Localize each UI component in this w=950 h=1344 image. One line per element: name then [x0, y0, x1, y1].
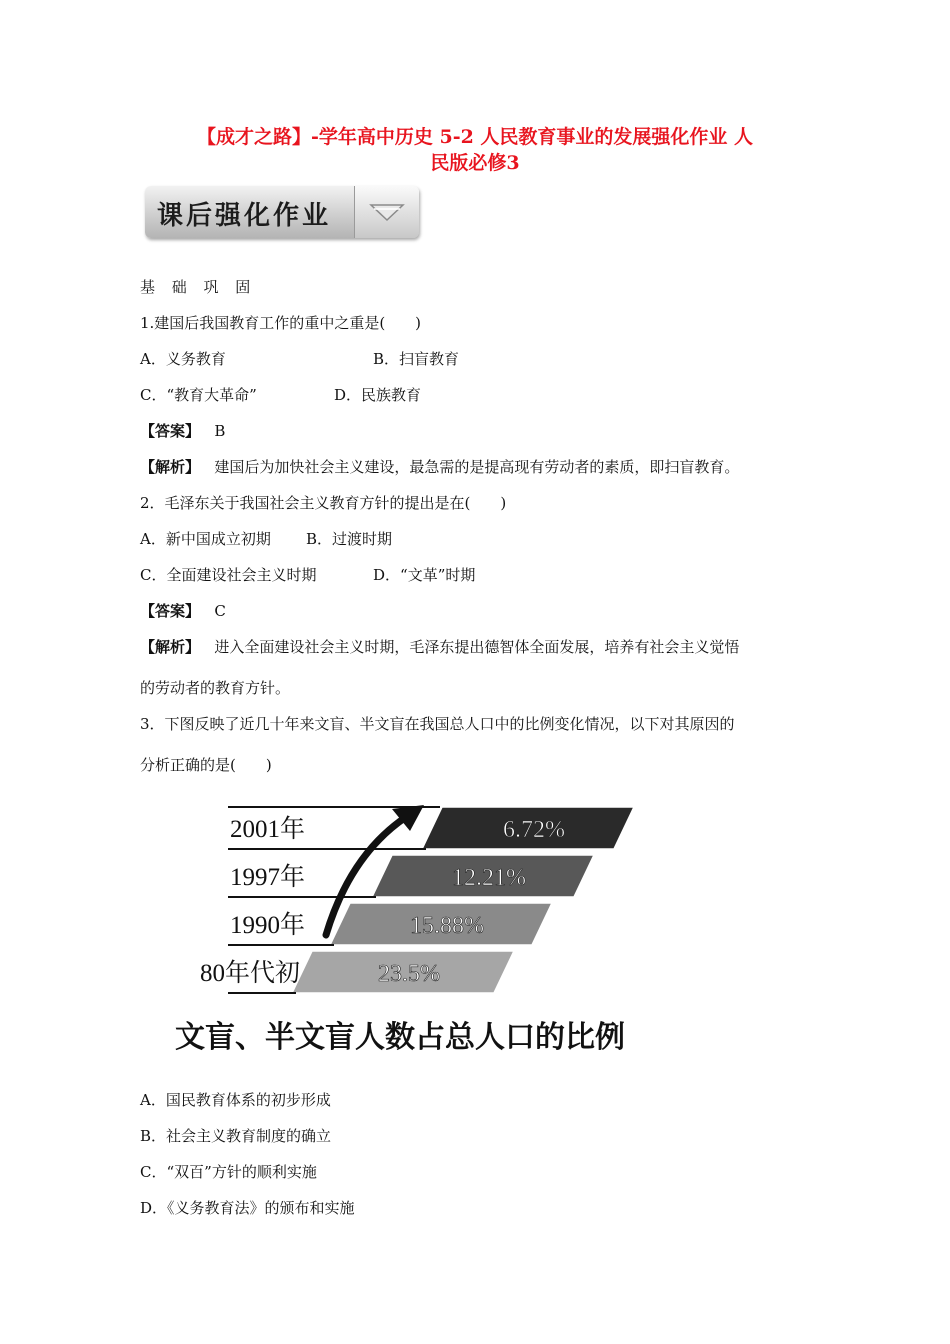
question-1-option-d: D．民族教育	[334, 386, 422, 404]
question-3-option-c: C．“双百”方针的顺利实施	[140, 1163, 317, 1181]
analysis-tag: 【解析】	[140, 458, 201, 476]
banner-tab	[354, 186, 419, 238]
question-2-option-c: C．全面建设社会主义时期	[140, 566, 317, 584]
stair-value-label-2: 12.21%	[452, 865, 526, 891]
literacy-stair-chart	[200, 795, 640, 1000]
question-1-option-b: B．扫盲教育	[373, 350, 460, 368]
question-2-analysis-cont: 的劳动者的教育方针。	[140, 679, 291, 697]
stair-value-label-0: 23.5%	[378, 961, 440, 987]
question-1-answer	[140, 420, 225, 441]
question-2-option-d: D．“文革”时期	[373, 566, 476, 584]
analysis-text: 进入全面建设社会主义时期，毛泽东提出德智体全面发展，培养有社会主义觉悟	[214, 638, 740, 656]
question-3-option-b: B．社会主义教育制度的确立	[140, 1127, 332, 1145]
title-line-1: 【成才之路】-学年高中历史 5-2 人民教育事业的发展强化作业 人	[196, 126, 754, 148]
stair-category-label-0: 80年代初	[200, 960, 301, 987]
stair-category-label-3: 2001年	[230, 816, 306, 843]
question-2-stem: 2．毛泽东关于我国社会主义教育方针的提出是在( )	[140, 494, 507, 512]
answer-tag: 【答案】	[140, 422, 201, 440]
question-2-analysis	[140, 636, 739, 657]
stair-value-label-1: 15.88%	[410, 913, 484, 939]
title-line-2: 民版必修3	[430, 152, 520, 174]
stair-category-label-1: 1990年	[230, 912, 306, 939]
section-heading: 基 础 巩 固	[140, 278, 257, 296]
analysis-text: 建国后为加快社会主义建设，最急需的是提高现有劳动者的素质，即扫盲教育。	[214, 458, 740, 476]
answer-value: C	[214, 602, 226, 620]
analysis-tag: 【解析】	[140, 638, 201, 656]
question-1-option-c: C．“教育大革命”	[140, 386, 257, 404]
question-2-answer	[140, 600, 226, 621]
stair-value-label-3: 6.72%	[503, 817, 565, 843]
question-3-stem-cont: 分析正确的是( )	[140, 756, 272, 774]
answer-tag: 【答案】	[140, 602, 201, 620]
question-2-option-a: A．新中国成立初期	[140, 530, 271, 548]
question-3-stem: 3．下图反映了近几十年来文盲、半文盲在我国总人口中的比例变化情况，以下对其原因的	[140, 715, 735, 733]
question-2-option-b: B．过渡时期	[306, 530, 393, 548]
stair-category-label-2: 1997年	[230, 864, 306, 891]
question-3-option-a: A．国民教育体系的初步形成	[140, 1091, 331, 1109]
banner-label: 课后强化作业	[157, 201, 332, 231]
section-banner	[145, 186, 419, 238]
chevron-down-icon	[369, 200, 405, 224]
document-title	[140, 124, 810, 176]
question-3-option-d: D．《义务教育法》的颁布和实施	[140, 1199, 355, 1217]
question-1-option-a: A．义务教育	[140, 350, 226, 368]
answer-value: B	[214, 422, 226, 440]
question-1-stem: 1.建国后我国教育工作的重中之重是( )	[140, 314, 422, 332]
question-1-analysis	[140, 456, 739, 477]
chart-title: 文盲、半文盲人数占总人口的比例	[175, 1020, 625, 1055]
